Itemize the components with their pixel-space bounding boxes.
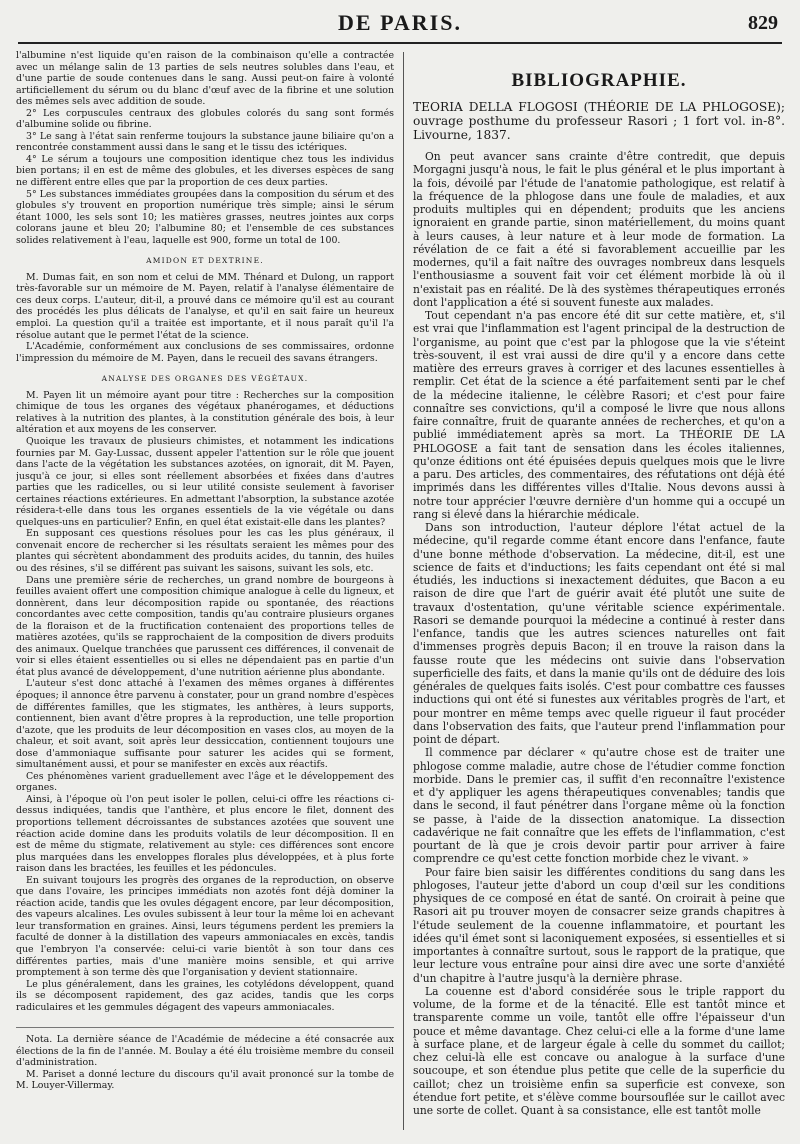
paragraph: Ces phénomènes varient graduellement avec l'âge et le développement des organes.: [16, 770, 394, 794]
paragraph: On peut avancer sans crainte d'être contredit, que depuis Morgagni jusqu'à nous, le fait le plus général et le plus important à la fois, dévoilé par l'étude de l'anatomie pathologique, est relatif à la fréquence de la phlogose dans une foule de maladies, et aux produits multiples qui en dépendent; produits que les anciens ignoraient en grande partie, sinon matériellement, du moins quant à leurs causes, à leur nature et à leur mode de formation. La révélation de ce fait a été si favorablement accueillie par les modernes, qu'il a fait naître des ouvrages nombreux dans lesquels l'enthousiasme a souvent fait voir cet élément morbide là où il n'existait pas en réalité. De là des systèmes thérapeutiques erronés dont l'application a été si souvent funeste aux malades.: [413, 150, 785, 309]
running-title: DE PARIS.: [338, 10, 462, 35]
paragraph: Pour faire bien saisir les différentes conditions du sang dans les phlogoses, l'auteur jette d'abord un coup d'œil sur les conditions physiques de ce composé en état de santé. On croirait à peine que Rasori ait pu trouver moyen de consacrer seize grands chapitres à l'étude seulement de la couenne inflammatoire, et pourtant les idées qu'il émet sont si laconiquement exposées, si essentielles et si importantes à connaître surtout, sous le rapport de la pratique, que leur lecture vous entraîne pour ainsi dire avec une sorte d'anxiété d'un chapitre à l'autre jusqu'à la dernière phrase.: [413, 865, 785, 985]
note-paragraph: M. Pariset a donné lecture du discours qu'il avait prononcé sur la tombe de M. Louyer-Villermay.: [16, 1068, 394, 1092]
paragraph: M. Payen lit un mémoire ayant pour titre : Recherches sur la composition chimique de tous les organes des végétaux phanérogames, et déductions relatives à la nutrition des plantes, à la constitution générale des bois, à leur altération et aux moyens de les conserver.: [16, 389, 394, 436]
paragraph: En suivant toujours les progrès des organes de la reproduction, on observe que dans l'ovaire, les principes immédiats non azotés font déjà dominer la réaction acide, tandis que les ovules dégagent encore, par leur décomposition, des vapeurs alcalines. Les ovules subissent à leur tour la même loi en achevant leur transformation en graines. Ainsi, leurs tégumens perdent les premiers la faculté de donner à la distillation des vapeurs ammoniacales en excès, tandis que l'embryon l'a conservée: celui-ci varie bientôt à son tour dans ces différentes parties, mais d'une manière moins sensible, et qui arrive promptement à son terme dès que l'organisation y devient stationnaire.: [16, 874, 394, 979]
note-paragraph: Nota. La dernière séance de l'Académie de médecine a été consacrée aux élections de la fin de l'année. M. Boulay a été élu troisième membre du conseil d'administration.: [16, 1034, 394, 1069]
paragraph: 5° Les substances immédiates groupées dans la composition du sérum et des globules s'y trouvent en proportion numérique très simple; ainsi le sérum étant 1000, les sels sont 10; les matières grasses, neutres jointes aux corps colorans jaune et bleu 20; l'albumine 80; et l'ensemble de ces substances solides relativement à l'eau, laquelle est 900, forme un total de 100.: [16, 188, 394, 246]
page-header: [0, 10, 800, 46]
note-block: [16, 1027, 394, 1092]
section-title-analyse: ANALYSE DES ORGANES DES VÉGÉTAUX.: [101, 374, 309, 384]
paragraph: L'auteur s'est donc attaché à l'examen des mêmes organes à différentes époques; il annonce être parvenu à constater, pour un grand nombre d'espèces de différentes familles, que les stigmates, les anthères, à leurs supports, contiennent, bien avant d'être propres à la reproduction, une telle proportion d'azote, que les produits de leur décomposition en vases clos, au moyen de la chaleur, et soit avant, soit après leur dessiccation, contiennent toujours une dose d'ammoniaque suffisante pour saturer les acides qui se forment, simultanément aussi, et pour se manifester en excès aux réactifs.: [16, 678, 394, 771]
book-reference: TEORIA DELLA FLOGOSI (THÉORIE DE LA PHLOGOSE); ouvrage posthume du professeur Rasori ; 1 fort vol. in-8°. Livourne, 1837.: [413, 100, 785, 142]
paragraph: Quoique les travaux de plusieurs chimistes, et notamment les indications fournies par M. Gay-Lussac, dussent appeler l'attention sur le rôle que jouent dans l'acte de la végétation les substances azotées, on ignorait, dit M. Payen, jusqu'à ce jour, si elles sont réellement absorbées et fixées dans d'autres parties que les radicelles, ou si leur utilité consiste seulement à favoriser certaines réactions extérieures. En admettant l'absorption, la substance azotée résidera-t-elle dans tous les organes essentiels de la vie végétale ou dans quelques-uns en particulier? Enfin, en quel état existait-elle dans les plantes?: [16, 435, 394, 528]
column-divider: [403, 52, 404, 1130]
paragraph: Tout cependant n'a pas encore été dit sur cette matière, et, s'il est vrai que l'inflammation est l'agent principal de la destruction de l'organisme, au point que c'est par la phlogose que la vie s'éteint très-souvent, il est vrai aussi de dire qu'il y a encore dans cette matière des erreurs graves à corriger et des lacunes essentielles à remplir. Cet état de la science a été parfaitement senti par le chef de la médecine italienne, le célèbre Rasori; et c'est pour faire connaître ses convictions, qu'il a composé le livre que nous allons faire connaître, fruit de quarante années de recherches, et qu'on a publié immédiatement après sa mort. La THÉORIE DE LA PHLOGOSE a fait tant de sensation dans les écoles italiennes, qu'onze éditions ont été épuisées depuis quelques mois que le livre a paru. Des articles, des commentaires, des réfutations ont déjà été imprimés dans les différentes villes d'Italie. Nous devons aussi à notre tour apprécier l'œuvre dernière d'un homme qui a occupé un rang si élevé dans la hiérarchie médicale.: [413, 309, 785, 521]
paragraph: Dans une première série de recherches, un grand nombre de bourgeons à feuilles avaient offert une composition chimique analogue à celle du ligneux, et donnèrent, dans leur décomposition rapide ou spontanée, des réactions concordantes avec cette composition, tandis qu'au contraire plusieurs organes de la floraison et de la fructification contenaient des proportions telles de matières azotées, qu'ils se rapprochaient de la composition de divers produits des animaux. Quelque tranchées que parussent ces différences, il convenait de voir si elles étaient essentielles ou si elles ne dépendaient pas en partie d'un état plus avancé de développement, d'une nutrition aérienne plus abondante.: [16, 574, 394, 678]
section-title-amidon: AMIDON ET DEXTRINE.: [146, 256, 264, 266]
paragraph: l'albumine n'est liquide qu'en raison de la combinaison qu'elle a contractée avec un mélange salin de 13 parties de sels neutres solubles dans l'eau, et d'une partie de soude contenues dans le sang. Aussi peut-on faire à volonté artificiellement du sérum ou du blanc d'œuf avec de la fibrine et une solution des mêmes sels avec addition de soude.: [16, 50, 394, 108]
section-title-bibliographie: BIBLIOGRAPHIE.: [511, 70, 687, 91]
paragraph: 3° Le sang à l'état sain renferme toujours la substance jaune biliaire qu'on a rencontrée constamment aussi dans le sang et le tissu des ictériques.: [16, 130, 394, 154]
paragraph: 2° Les corpuscules centraux des globules colorés du sang sont formés d'albumine solide ou fibrine.: [16, 107, 394, 131]
paragraph: Il commence par déclarer « qu'autre chose est de traiter une phlogose comme maladie, autre chose de l'étudier comme fonction morbide. Dans le premier cas, il suffit d'en reconnaître l'existence et d'y appliquer les agens thérapeutiques convenables; tandis que dans le second, il faut pénétrer dans l'organe même où la fonction se passe, à l'aide de la dissection anatomique. La dissection cadavérique ne fait connaître que les effets de l'inflammation, c'est pourtant de là que je crois devoir partir pour arriver à faire comprendre ce qu'est cette fonction morbide chez le vivant. »: [413, 746, 785, 866]
paragraph: M. Dumas fait, en son nom et celui de MM. Thénard et Dulong, un rapport très-favorable sur un mémoire de M. Payen, relatif à l'analyse élémentaire de ces deux corps. L'auteur, dit-il, a prouvé dans ce mémoire qu'il est au courant des procédés les plus délicats de l'analyse, et qu'il en sait faire un heureux emploi. La question qu'il a traitée est importante, et il nous paraît qu'il l'a résolue autant que le permet l'état de la science.: [16, 271, 394, 341]
header-rule: [18, 42, 782, 44]
right-column: [413, 50, 785, 1135]
paragraph: Dans son introduction, l'auteur déplore l'état actuel de la médecine, qu'il regarde comme étant encore dans l'enfance, faute d'une bonne méthode d'observation. La médecine, dit-il, est une science de faits et d'inductions; les faits cependant ont été si mal étudiés, les inductions si inexactement déduites, que Bacon a eu raison de dire que l'art de guérir avait été plutôt une suite de travaux d'ostentation, qu'une véritable science expérimentale. Rasori se demande pourquoi la médecine a continué à rester dans l'enfance, tandis que les autres sciences naturelles ont fait d'immenses progrès depuis Bacon; il en trouve la raison dans la fausse route que les médecins ont suivie dans l'observation superficielle des faits, et dans la manie qu'ils ont de déduire des lois générales de quelques faits isolés. C'est pour combattre ces fausses inductions qui ont été si funestes aux véritables progrès de l'art, et pour montrer en même temps avec quelle rigueur il faut procéder dans l'observation des faits, que l'auteur prend l'inflammation pour point de départ.: [413, 521, 785, 746]
paragraph: Le plus généralement, dans les graines, les cotylédons développent, quand ils se décomposent rapidement, des gaz acides, tandis que les corps radiculaires et les gemmules dégagent des vapeurs ammoniacales.: [16, 978, 394, 1013]
paragraph: En supposant ces questions résolues pour les cas les plus généraux, il convenait encore de rechercher si les résultats seraient les mêmes pour des plantes qui sécrètent abondamment des produits acides, du tannin, des huiles ou des résines, s'il se différent pas suivant les saisons, suivant les sols, etc.: [16, 528, 394, 574]
paragraph: L'Académie, conformément aux conclusions de ses commissaires, ordonne l'impression du mémoire de M. Payen, dans le recueil des savans étrangers.: [16, 341, 394, 364]
paragraph: 4° Le sérum a toujours une composition identique chez tous les individus bien portans; il en est de même des globules, et les diverses espèces de sang ne diffèrent entre elles que par la proportion de ces deux parties.: [16, 153, 394, 189]
page-number: 829: [748, 12, 778, 34]
paragraph: Ainsi, à l'époque où l'on peut isoler le pollen, celui-ci offre les réactions ci-dessus indiquées, tandis que l'anthère, et plus encore le filet, donnent des proportions tellement décroissantes de substances azotées que souvent une réaction acide domine dans les produits volatils de leur décomposition. Il en est de même du stigmate, relativement au style: ces différences sont encore plus marquées dans les enveloppes florales plus développées, et à plus forte raison dans les bractées, les feuilles et les pédoncules.: [16, 793, 394, 875]
left-column: [16, 50, 394, 1135]
paragraph: La couenne est d'abord considérée sous le triple rapport du volume, de la forme et de la ténacité. Elle est tantôt mince et transparente comme un voile, tantôt elle offre l'épaisseur d'un pouce et même davantage. Chez celui-ci elle a la forme d'une lame à surface plane, et de largeur égale à celle du sommet du caillot; chez celui-là elle est concave ou analogue à la surface d'une soucoupe, et son étendue plus petite que celle de la superficie du caillot; chez un troisième enfin sa superficie est convexe, son étendue fort petite, et s'élève comme boursouflée sur le caillot avec une sorte de collet. Quant à sa consistance, elle est tantôt molle: [413, 984, 785, 1117]
